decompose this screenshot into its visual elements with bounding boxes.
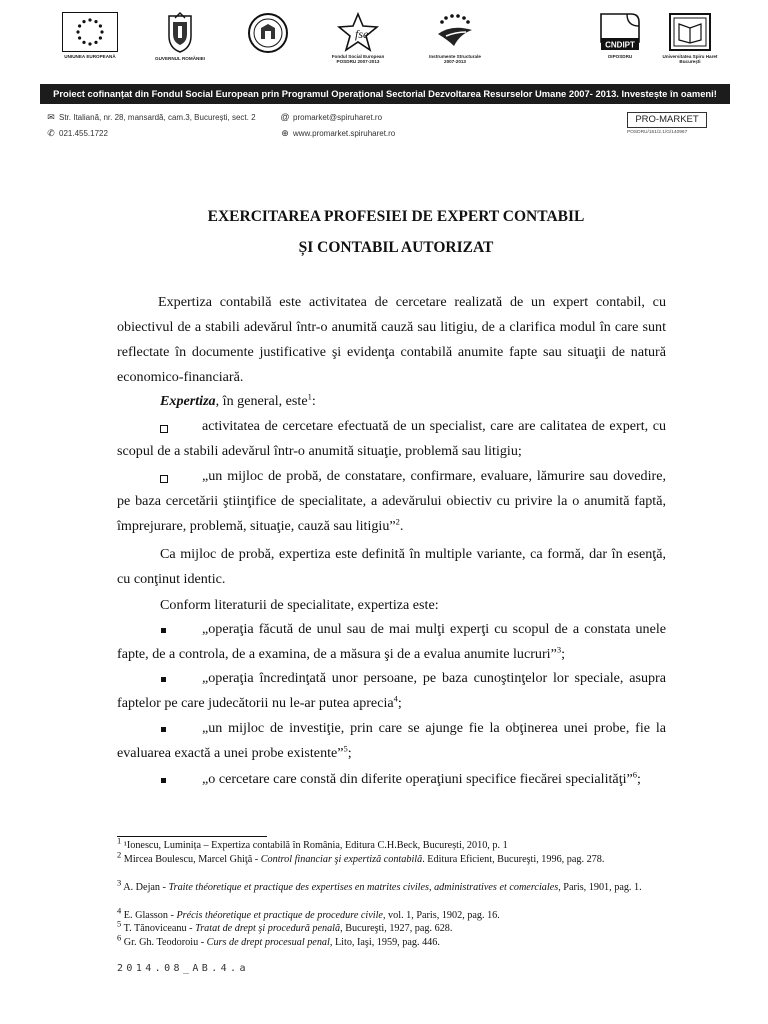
footnote-6-author: Gr. Gh. Teodoroiu - [123, 937, 207, 948]
footnote-3 [117, 877, 666, 895]
footnote-5-rest: , Bucureşti, 1927, pag. 628. [340, 923, 453, 934]
project-banner: Proiect cofinanțat din Fondul Social European prin Programul Operațional Sectorial Dezvoltarea Resurselor Umane 2007- 2013. Investește în oameni! [40, 84, 730, 104]
cndipt-mark-text: CNDIPT [605, 40, 635, 50]
footnote-2-number: 2 [117, 849, 122, 860]
definition-colon: : [311, 393, 316, 409]
logo-si-caption-1: Instrumente Structurale [429, 54, 481, 59]
footnote-6-number: 6 [117, 932, 122, 943]
contact-address [46, 112, 256, 123]
footnote-6-title: Curs de drept procesual penal [206, 937, 330, 948]
paragraph-2-line-1: Ca mijloc de probă, expertiza este definită în multiple variante, ca formă, dar în esenţă, [160, 546, 666, 562]
bullet-1-line-2: scopul de a stabili adevărul într-o anumită situaţie, problemă sau litigiu; [117, 443, 522, 459]
spiru-haret-logo-icon [668, 12, 712, 52]
footnote-ref-5[interactable]: 5 [343, 743, 348, 754]
bullet-2-line-3 [117, 518, 666, 535]
globe-icon: ⊕ [281, 128, 289, 138]
contact-phone [46, 128, 108, 139]
footnote-1-text: ¹Ionescu, Luminița – Expertiza contabilă în România, Editura C.H.Beck, București, 2010, p. 1 [123, 840, 508, 851]
logo-fse-caption-2: POSDRU 2007-2013 [336, 59, 380, 65]
citation-1-line-1: „operaţia făcută de unul sau de mai mulţi experţi cu scopul de a constata unele [202, 621, 666, 637]
logo-ministry [218, 12, 318, 54]
footnote-ref-4[interactable]: 4 [393, 693, 398, 704]
logo-structural-instruments [405, 12, 505, 64]
promarket-code: POSDRU/161/2.1/G/140967 [627, 130, 688, 135]
footnote-4-rest: , vol. 1, Paris, 1902, pag. 16. [382, 910, 500, 921]
bullet-2-end: . [399, 518, 404, 534]
phone-icon: ✆ [47, 128, 55, 138]
email-link[interactable]: promarket@spiruharet.ro [293, 113, 383, 122]
footnote-ref-6[interactable]: 6 [632, 769, 638, 780]
footnote-4 [117, 905, 666, 923]
bullet-1-line-1: activitatea de cercetare efectuată de un specialist, care are calitatea de expert, cu [202, 418, 666, 434]
doc-title-line-2: ȘI CONTABIL AUTORIZAT [298, 239, 494, 256]
page-code: 2014.08_AB.4.a [117, 963, 249, 974]
definition-term: Expertiza [160, 393, 216, 409]
logo-eu-caption: UNIUNEA EUROPEANĂ [64, 54, 116, 59]
address-text: Str. Italiană, nr. 28, mansardă, cam.3, București, sect. 2 [59, 113, 256, 122]
bullet-2-line-1: „un mijloc de probă, de constatare, confirmare, evaluare, lămurire sau dovedire, [202, 468, 666, 484]
promarket-label: PRO-MARKET [627, 112, 707, 128]
footnote-5-number: 5 [117, 918, 122, 929]
phone-text: 021.455.1722 [59, 129, 108, 138]
definition-line [160, 393, 709, 410]
intro-paragraph: Expertiza contabilă este activitatea de cercetare realizată de un expert contabil, cu obiectivul de a stabili adevărul într-o anumită cauză sau litigiu, de a clarifica modul în care sunt reflectate în documente justificative şi evidenţa contabilă anumite fapte sau situaţii de natură economico-financiară. [117, 294, 666, 385]
logo-si-caption-2: 2007-2013 [444, 59, 466, 65]
eu-flag-icon [62, 12, 118, 52]
footnote-ref-1[interactable]: 1 [307, 391, 312, 402]
doc-title-line-1: EXERCITAREA PROFESIEI DE EXPERT CONTABIL [207, 208, 585, 225]
contact-email [280, 112, 382, 122]
citation-2-line-1: „operaţia încredinţată unor persoane, pe baza cunoştinţelor lor speciale, asupra [202, 670, 666, 686]
footnote-1 [117, 835, 666, 853]
footnote-3-title: Traite théoretique et practique des expertises en matrites civiles, administratives et comerciales [168, 882, 559, 893]
footnote-5-title: Tratat de drept şi procedură penală [195, 923, 341, 934]
contact-website [280, 128, 395, 139]
footnote-4-title: Précis théoretique et practique de procedure civile [176, 910, 383, 921]
filled-bullet-icon [161, 778, 166, 783]
structural-instruments-logo-icon [432, 12, 478, 52]
citation-3-line-2-text: evaluarea exactă a unei probe existente” [117, 745, 344, 761]
citation-2-end: ; [397, 695, 402, 711]
footnote-ref-3[interactable]: 3 [556, 644, 562, 655]
footnote-6-rest: , Lito, Iaşi, 1959, pag. 446. [329, 937, 440, 948]
logo-sh-caption-1: Universitatea Spiru Haret [662, 54, 718, 59]
footnote-ref-2[interactable]: 2 [395, 516, 400, 527]
logo-cndipt-caption: OIPOSDRU [607, 54, 633, 59]
square-bullet-icon [160, 425, 168, 433]
logo-spiru-haret [640, 12, 740, 64]
citation-4-line-1 [202, 771, 751, 788]
bullet-2-line-3-text: împrejurare, problemă, situaţie, cauză sau litigiu” [117, 518, 396, 534]
logo-fse [308, 12, 408, 64]
website-link[interactable]: www.promarket.spiruharet.ro [293, 129, 396, 138]
citation-3-line-1: „un mijloc de investiţie, prin care se ajunge fie la obţinerea unei probe, fie la [202, 720, 666, 736]
citation-1-line-2-text: fapte, de a controla, de a examina, de a măsura şi de a evalua anumite lucruri” [117, 646, 557, 662]
at-icon: @ [280, 112, 290, 122]
ministry-seal-icon [247, 12, 289, 54]
square-bullet-icon [160, 475, 168, 483]
footnote-2-author: Mircea Boulescu, Marcel Ghiţă - [123, 854, 261, 865]
footnote-6 [117, 932, 666, 950]
logo-eu [40, 12, 140, 59]
footnote-3-number: 3 [117, 877, 122, 888]
footnote-3-author: A. Dejan - [123, 882, 169, 893]
footnote-5 [117, 918, 666, 936]
citation-3-line-2 [117, 745, 666, 762]
envelope-icon: ✉ [47, 112, 55, 122]
footnote-1-number: 1 [117, 835, 122, 846]
logo-sh-caption-2: București [679, 59, 701, 65]
bullet-2-line-2: pe baza cercetării ştiinţifice de specialitate, a adevărului obiectiv cu privire la o anumită faptă, [117, 493, 666, 509]
filled-bullet-icon [161, 628, 166, 633]
footnote-5-author: T. Tănoviceanu - [123, 923, 196, 934]
paragraph-3: Conform literaturii de specialitate, expertiza este: [160, 597, 439, 613]
citation-2-line-2 [117, 695, 666, 712]
citation-1-end: ; [561, 646, 566, 662]
definition-rest: , în general, este [215, 393, 308, 409]
promarket-badge [627, 112, 707, 135]
footnote-2 [117, 849, 666, 867]
filled-bullet-icon [161, 677, 166, 682]
citation-1-line-2 [117, 646, 666, 663]
cndipt-logo-icon [597, 12, 643, 52]
paragraph-2-line-2: cu conţinut identic. [117, 571, 226, 587]
logo-government [130, 12, 230, 61]
citation-4-end: ; [637, 771, 641, 787]
footnote-separator [117, 836, 267, 837]
citation-4-text: „o cercetare care constă din diferite operaţiuni specifice fiecărei specialităţi” [202, 771, 633, 787]
footnote-3-rest: , Paris, 1901, pag. 1. [558, 882, 642, 893]
partner-logos [40, 12, 730, 76]
logo-fse-caption-1: Fondul Social European [331, 54, 385, 59]
citation-2-line-2-text: faptelor pe care judecătorii nu le-ar putea aprecia [117, 695, 394, 711]
svg-text:fse: fse [355, 27, 369, 41]
logo-government-caption: GUVERNUL ROMÂNIEI [155, 56, 205, 61]
citation-3-end: ; [347, 745, 352, 761]
footnote-2-title: Control financiar şi expertiză contabilă [260, 854, 423, 865]
romanian-coat-of-arms-icon [163, 12, 197, 54]
footnote-2-rest: . Editura Eficient, Bucureşti, 1996, pag. 278. [422, 854, 605, 865]
filled-bullet-icon [161, 727, 166, 732]
footnote-4-author: E. Glasson - [123, 910, 177, 921]
footnote-4-number: 4 [117, 905, 122, 916]
fse-logo-icon [335, 12, 381, 52]
